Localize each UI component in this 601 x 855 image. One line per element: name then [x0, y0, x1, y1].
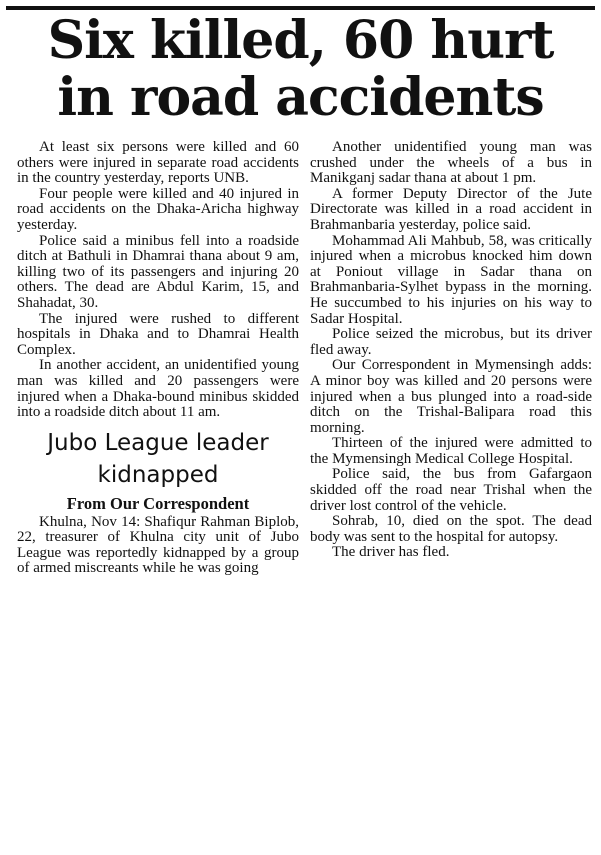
paragraph: A former Deputy Director of the Jute Directorate was killed in a road accident in Brahmanbaria yesterday, police said. — [310, 185, 592, 233]
paragraph: At least six persons were killed and 60 others were injured in separate road accidents in the country yesterday, reports UNB. — [17, 140, 299, 187]
headline-line-2: in road accidents — [57, 67, 544, 128]
paragraph: Khulna, Nov 14: Shafiqur Rahman Biplob, 22, treasurer of Khulna city unit of Jubo League was reportedly kidnapped by a group of armed miscreants while he was going — [17, 513, 299, 577]
paragraph: Sohrab, 10, died on the spot. The dead body was sent to the hospital for autopsy. — [310, 513, 592, 545]
paragraph: Thirteen of the injured were admitted to the Mymensingh Medical College Hospital. — [310, 435, 592, 467]
paragraph: The driver has fled. — [332, 544, 450, 561]
paragraph: Police said a minibus fell into a roadside ditch at Bathuli in Dhamrai thana about 9 am, killing two of its passengers and injuring 20 others. The dead are Abdul Karim, 15, and Shahadat, 30. — [17, 232, 299, 311]
sub-headline-line-2: kidnapped — [97, 461, 219, 488]
right-column — [310, 140, 592, 855]
paragraph: Four people were killed and 40 injured in road accidents on the Dhaka-Aricha highway yesterday. — [17, 185, 299, 233]
paragraph: The injured were rushed to different hospitals in Dhaka and to Dhamrai Health Complex. — [17, 310, 299, 358]
sub-headline-line-1: Jubo League leader — [47, 429, 269, 456]
paragraph: Another unidentified young man was crushed under the wheels of a bus in Manikganj sadar thana at about 1 pm. — [310, 140, 592, 187]
paragraph: Police said, the bus from Gafargaon skidded off the road near Trishal when the driver lost control of the vehicle. — [310, 466, 592, 514]
headline-line-1: Six killed, 60 hurt — [47, 10, 554, 71]
paragraph: Mohammad Ali Mahbub, 58, was critically injured when a microbus knocked him down at Poniout village in Sadar thana on Brahmanbaria-Sylhet bypass in the morning. He succumbed to his injuries on his way to Sadar Hospital. — [310, 232, 592, 327]
byline: From Our Correspondent — [66, 493, 250, 513]
paragraph: In another accident, an unidentified young man was killed and 20 passengers were injured when a Dhaka-bound minibus skidded into a roadside ditch about 11 am. — [17, 357, 299, 421]
headline — [8, 12, 593, 126]
paragraph: Police seized the microbus, but its driver fled away. — [310, 326, 592, 358]
sub-story-headline — [17, 427, 299, 491]
left-column — [17, 140, 299, 855]
paragraph: Our Correspondent in Mymensingh adds: A minor boy was killed and 20 persons were injured when a bus plunged into a road-side ditch on the Trishal-Balipara road this morning. — [310, 357, 592, 436]
